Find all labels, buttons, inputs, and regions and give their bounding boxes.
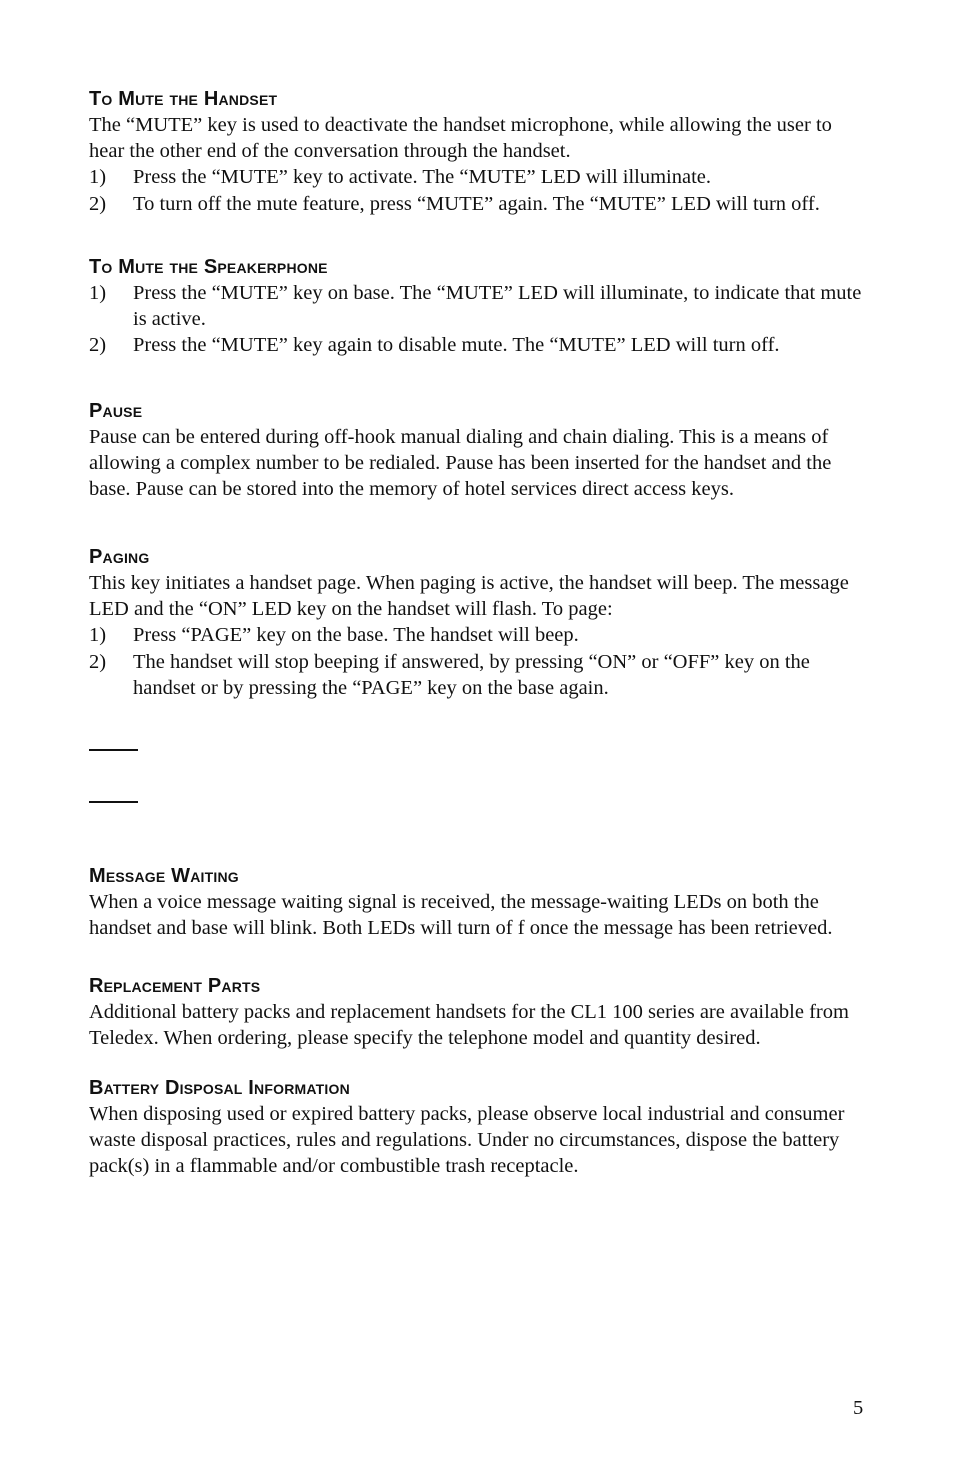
section-body: Additional battery packs and replacement handsets for the CL1 100 series are available from Teledex. When ordering, please specify the telephone model and quantity desired. — [89, 1001, 849, 1050]
section-heading: Battery Disposal Information — [89, 1077, 350, 1099]
divider-rule — [89, 749, 138, 751]
section-body: The “MUTE” key is used to deactivate the handset microphone, while allowing the user to hear the other end of the conversation through the handset. — [89, 114, 832, 163]
list-item-text: To turn off the mute feature, press “MUTE” again. The “MUTE” LED will turn off. — [133, 192, 820, 215]
list-item — [89, 191, 869, 217]
list-item-text: Press the “MUTE” key again to disable mute. The “MUTE” LED will turn off. — [133, 334, 780, 357]
section-battery-disposal — [89, 1075, 869, 1180]
section-mute-speakerphone — [89, 254, 869, 359]
section-heading: Paging — [89, 546, 150, 568]
section-message-waiting — [89, 863, 869, 941]
section-body: When disposing used or expired battery packs, please observe local industrial and consumer waste disposal practices, rules and regulations. Under no circumstances, dispose the battery pack(s) in a flammable and/or combustible trash receptacle. — [89, 1103, 845, 1178]
list-item-number: 1) — [89, 166, 107, 189]
list-item — [89, 332, 869, 358]
page-number: 5 — [853, 1397, 864, 1419]
section-replacement-parts — [89, 973, 869, 1051]
section-mute-handset — [89, 86, 869, 217]
list-item — [89, 164, 869, 190]
divider-rule — [89, 801, 138, 803]
list-item-text: Press the “MUTE” key to activate. The “MUTE” LED will illuminate. — [133, 166, 712, 189]
section-body: When a voice message waiting signal is received, the message-waiting LEDs on both the handset and base will blink. Both LEDs will turn of f once the message has been retrieved. — [89, 891, 833, 940]
list-item-number: 1) — [89, 282, 107, 304]
section-body: This key initiates a handset page. When paging is active, the handset will beep. The message LED and the “ON” LED key on the handset will flash. To page: — [89, 572, 849, 621]
list-item-text: The handset will stop beeping if answered, by pressing “ON” or “OFF” key on the handset or by pressing the “PAGE” key on the base again. — [133, 650, 810, 699]
list-item — [89, 280, 869, 332]
list-item-text: Press the “MUTE” key on base. The “MUTE” LED will illuminate, to indicate that mute is active. — [133, 282, 862, 331]
list-item-number: 2) — [89, 334, 107, 357]
section-heading: To Mute the Speakerphone — [89, 256, 328, 278]
section-body: Pause can be entered during off-hook manual dialing and chain dialing. This is a means of allowing a complex number to be redialed. Pause has been inserted for the handset and the base. Pause can be stored into the memory of hotel services direct access keys. — [89, 426, 832, 501]
section-heading: Replacement Parts — [89, 975, 261, 997]
list-item — [89, 622, 869, 648]
list-item — [89, 649, 869, 701]
section-pause — [89, 398, 869, 503]
section-heading: Pause — [89, 400, 143, 422]
section-heading: Message Waiting — [89, 865, 239, 887]
section-heading: To Mute the Handset — [89, 88, 278, 110]
list-item-number: 2) — [89, 192, 107, 215]
section-paging — [89, 544, 869, 701]
list-item-number: 2) — [89, 650, 107, 673]
list-item-text: Press “PAGE” key on the base. The handset will beep. — [133, 624, 579, 647]
list-item-number: 1) — [89, 624, 107, 647]
